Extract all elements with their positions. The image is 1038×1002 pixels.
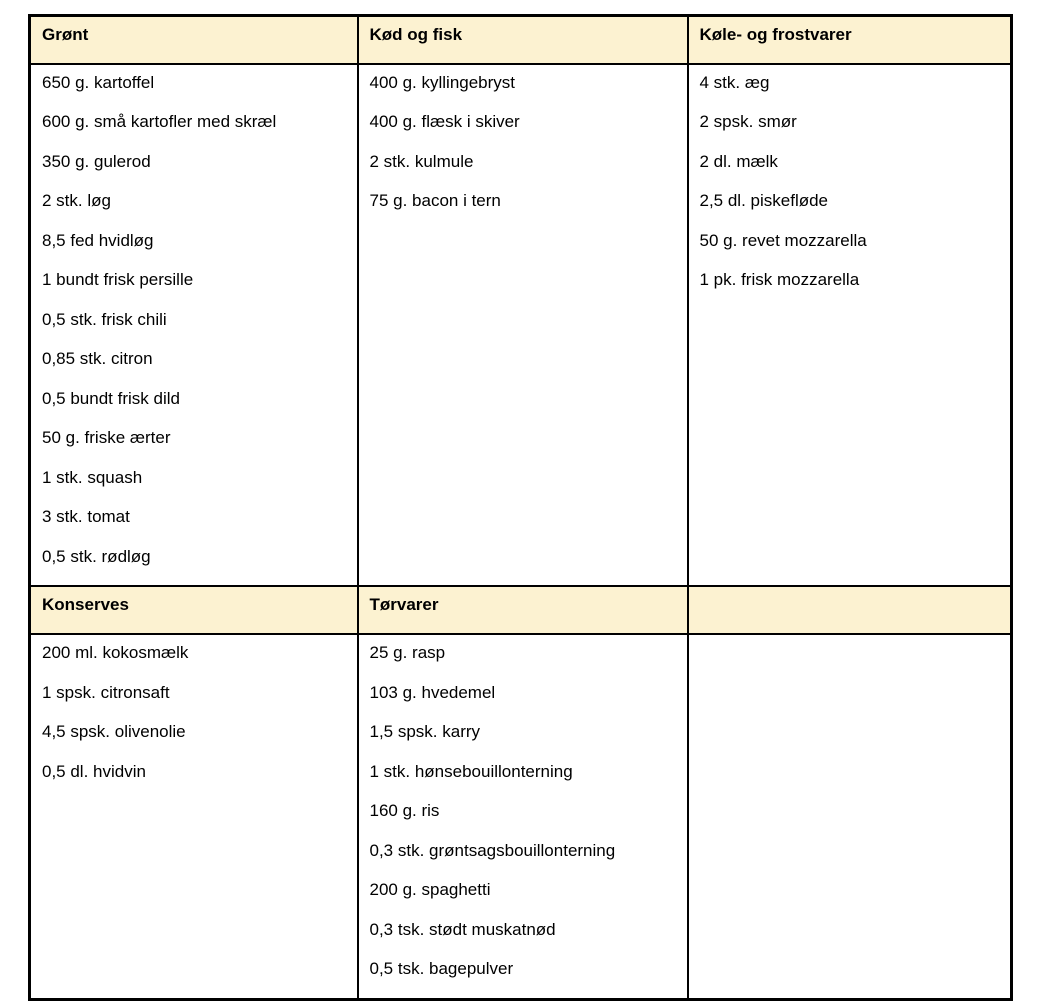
list-item: 1 stk. hønsebouillonterning (369, 761, 573, 781)
list-item: 0,3 stk. grøntsagsbouillonterning (369, 840, 616, 860)
category-items-cell (358, 64, 688, 587)
list-item: 50 g. friske ærter (42, 428, 171, 447)
category-items-cell (30, 64, 358, 587)
shopping-list-table (28, 14, 1013, 1001)
category-items-row (30, 64, 1012, 587)
list-item: 160 g. ris (369, 801, 440, 820)
list-item: 1 pk. frisk mozzarella (699, 270, 860, 289)
category-header-cell (358, 16, 688, 64)
list-item: 25 g. rasp (369, 643, 446, 662)
list-item: 2,5 dl. piskefløde (699, 191, 829, 210)
list-item: 400 g. flæsk i skiver (369, 112, 520, 131)
category-title: Konserves (42, 595, 129, 614)
list-item: 2 dl. mælk (699, 151, 778, 171)
category-title: Tørvarer (369, 595, 439, 614)
list-item: 0,5 dl. hvidvin (42, 761, 146, 781)
list-item: 1,5 spsk. karry (369, 722, 481, 741)
list-item: 3 stk. tomat (42, 507, 130, 526)
list-item: 650 g. kartoffel (42, 72, 155, 92)
list-item: 4,5 spsk. olivenolie (42, 722, 186, 741)
category-header-cell (688, 16, 1012, 64)
list-item: 0,5 tsk. bagepulver (369, 959, 514, 978)
list-item: 103 g. hvedemel (369, 682, 496, 702)
category-header-row (30, 586, 1012, 634)
category-header-cell (358, 586, 688, 634)
list-item: 600 g. små kartofler med skræl (42, 112, 277, 131)
list-item: 200 g. spaghetti (369, 880, 491, 899)
list-item: 2 stk. kulmule (369, 151, 474, 171)
category-items-row (30, 634, 1012, 999)
list-item: 4 stk. æg (699, 72, 770, 92)
category-header-cell (30, 586, 358, 634)
list-item: 350 g. gulerod (42, 151, 151, 171)
category-title: Kød og fisk (369, 25, 463, 44)
list-item: 0,5 bundt frisk dild (42, 388, 180, 408)
list-item: 0,85 stk. citron (42, 349, 153, 368)
category-items-cell (688, 634, 1012, 999)
category-items-cell (30, 634, 358, 999)
category-header-cell (30, 16, 358, 64)
list-item: 2 spsk. smør (699, 112, 797, 131)
list-item: 400 g. kyllingebryst (369, 72, 516, 92)
list-item: 1 bundt frisk persille (42, 270, 194, 289)
category-header-row (30, 16, 1012, 64)
category-title: Grønt (42, 25, 89, 44)
category-header-cell (688, 586, 1012, 634)
category-items-cell (358, 634, 688, 999)
list-item: 200 ml. kokosmælk (42, 643, 189, 662)
list-item: 1 spsk. citronsaft (42, 682, 170, 702)
list-item: 0,5 stk. rødløg (42, 546, 151, 566)
list-item: 0,3 tsk. stødt muskatnød (369, 919, 556, 939)
list-item: 2 stk. løg (42, 191, 111, 210)
list-item: 0,5 stk. frisk chili (42, 309, 167, 329)
category-items-cell (688, 64, 1012, 587)
list-item: 1 stk. squash (42, 467, 143, 487)
list-item: 8,5 fed hvidløg (42, 230, 154, 250)
list-item: 50 g. revet mozzarella (699, 230, 867, 250)
category-title: Køle- og frostvarer (699, 25, 852, 44)
shopping-list-body (30, 16, 1012, 1000)
list-item: 75 g. bacon i tern (369, 191, 501, 210)
